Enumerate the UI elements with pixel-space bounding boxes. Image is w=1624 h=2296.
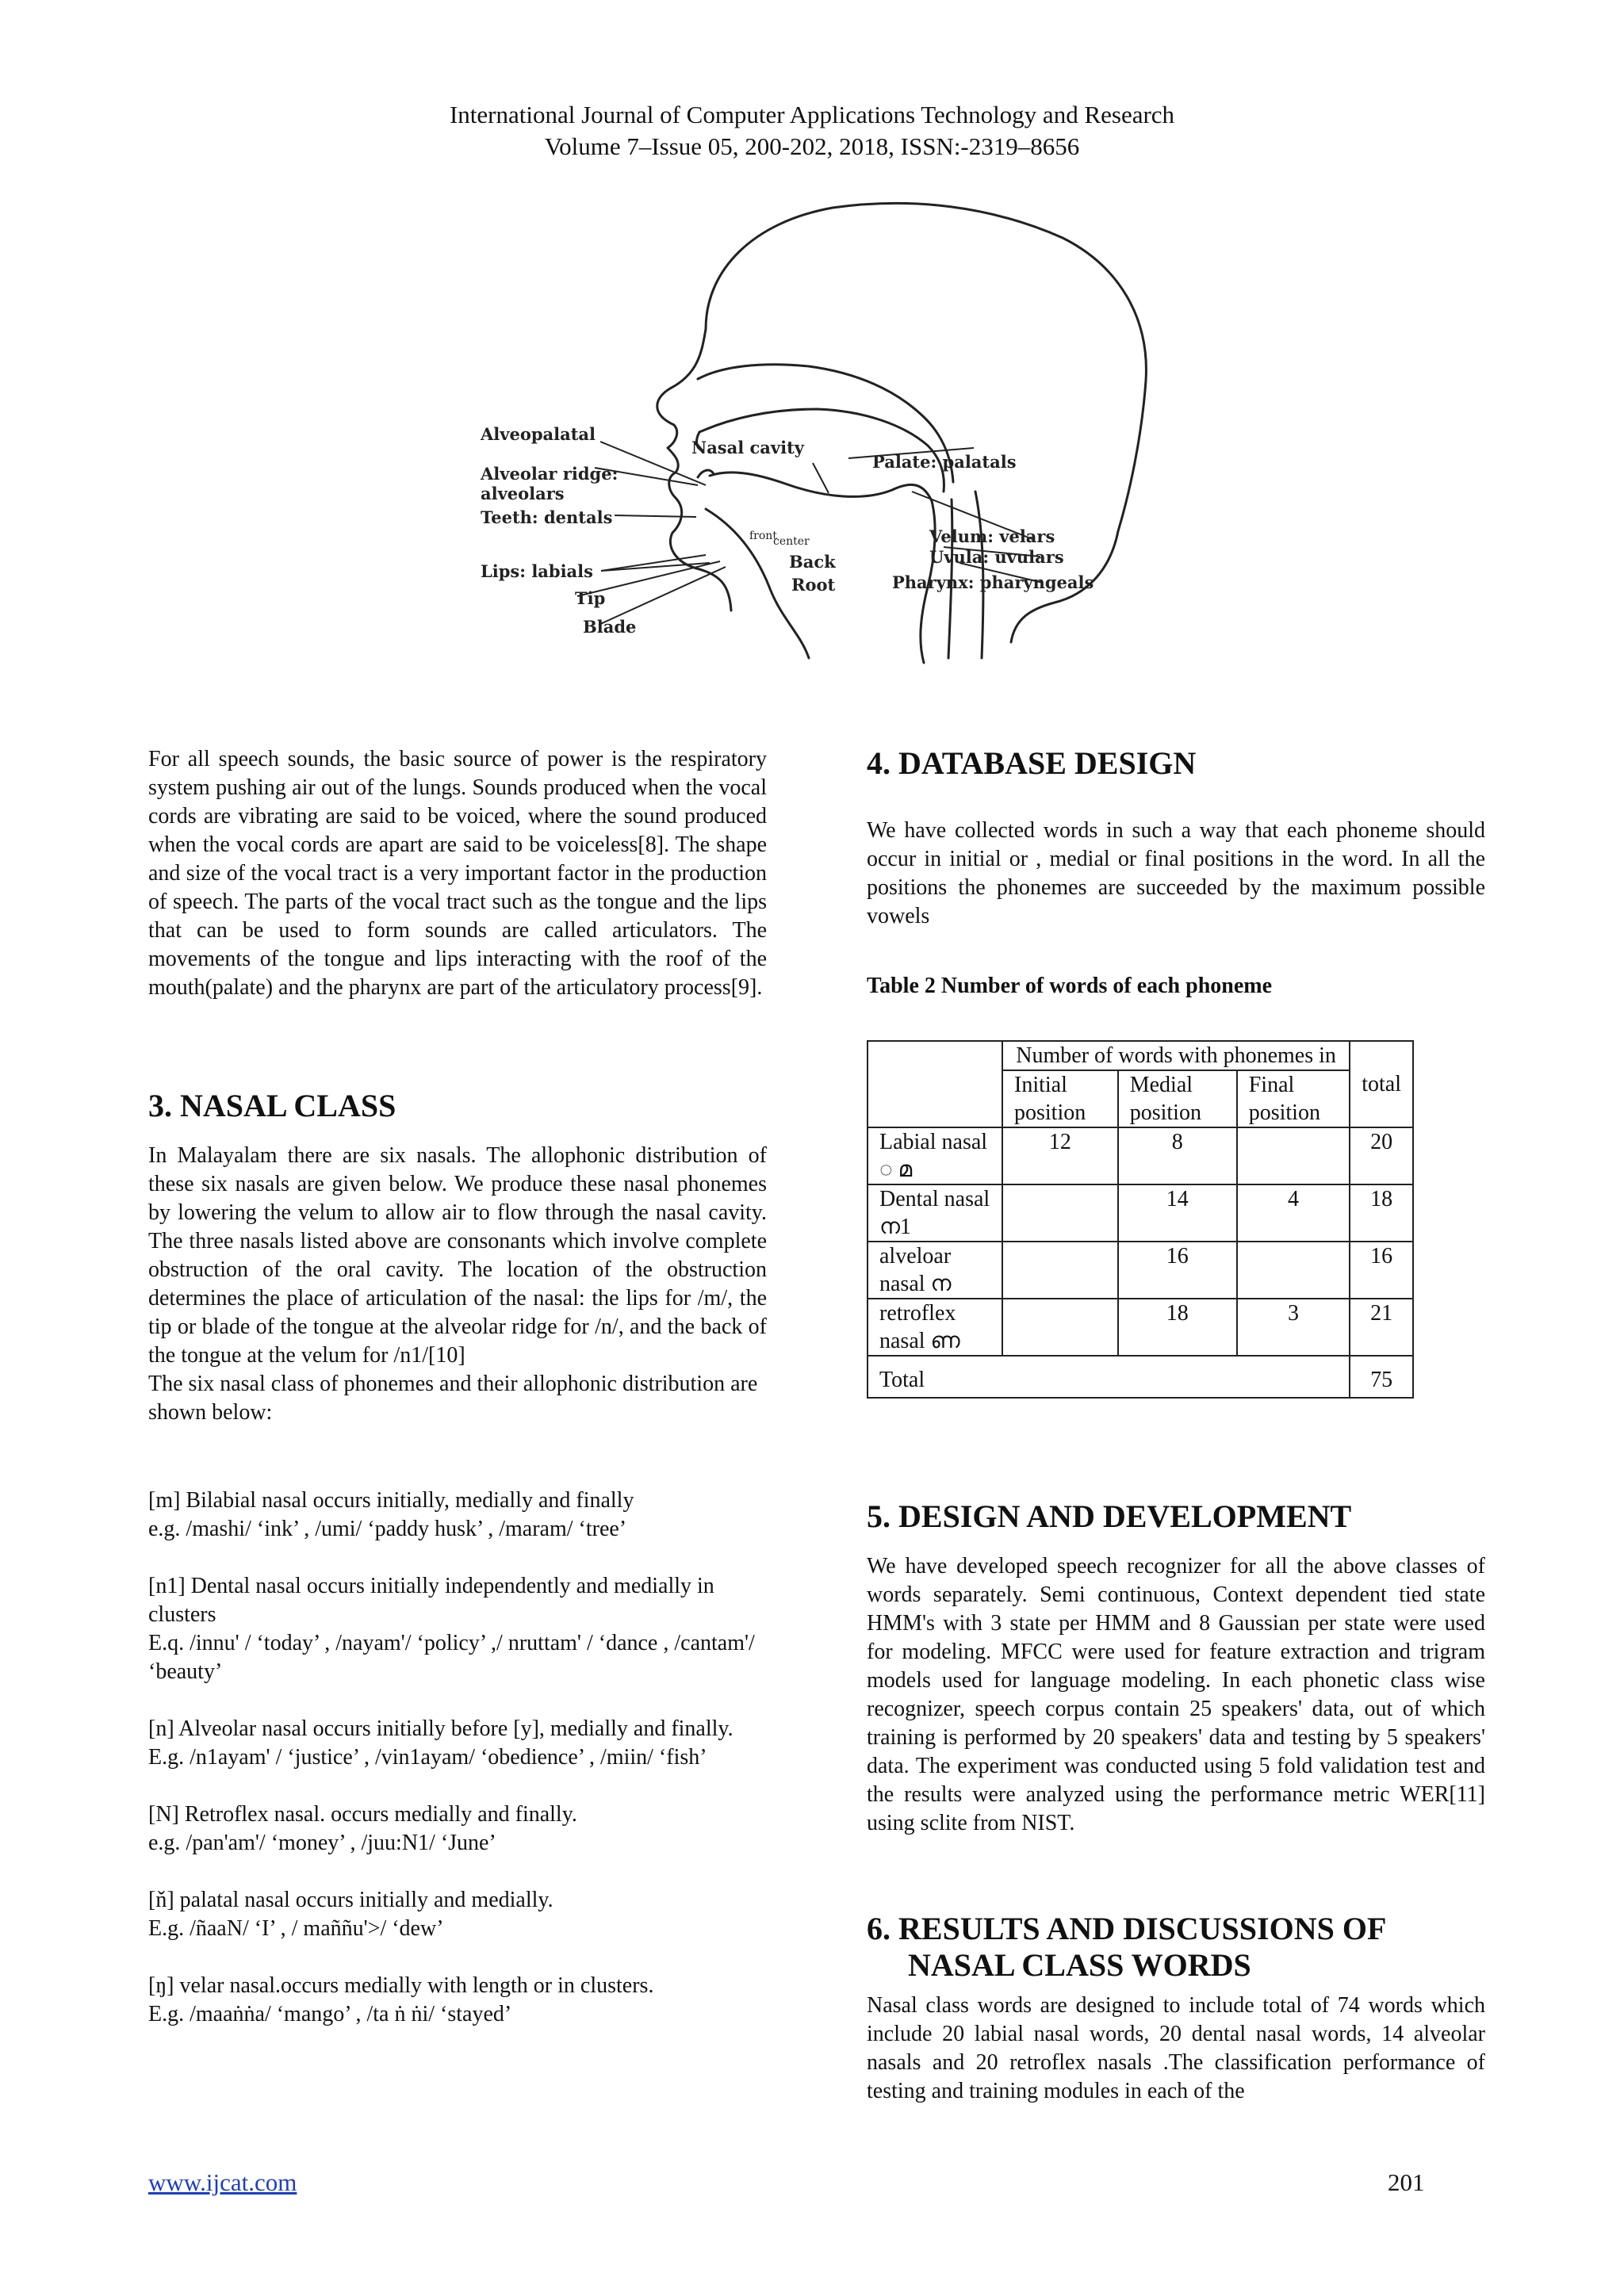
label-tip: Tip: [575, 588, 606, 608]
journal-volume: Volume 7–Issue 05, 200-202, 2018, ISSN:-2319–8656: [544, 132, 1080, 160]
table-subheader: Medial position: [1118, 1070, 1237, 1127]
label-back: Back: [789, 552, 836, 572]
website-link[interactable]: www.ijcat.com: [148, 2168, 297, 2196]
label-front: front: [749, 530, 777, 542]
list-item: [n] Alveolar nasal occurs initially before [y], medially and finally. E.g. /n1ayam' / ‘justice’ , /vin1ayam/ ‘obedience’ , /miin/ ‘fish’: [148, 1716, 733, 1770]
section-5-paragraph: We have developed speech recognizer for all the above classes of words separately. Semi continuous, Context dependent tied state HMM's with 3 state per HMM and 8 Gaussian per state were used for modeling. MFCC were used for feature extraction and trigram models used for language modeling. In each phonetic class wise recognizer, speech corpus contain 25 speakers' data, out of which training is performed by 20 speakers' data and testing by 5 speakers' data. The experiment was conducted using 5 fold validation test and the results were analyzed using the performance metric WER[11] using sclite from NIST.: [867, 1554, 1485, 1835]
section-5-heading: 5. DESIGN AND DEVELOPMENT: [867, 1498, 1352, 1534]
section-3-paragraph-2: The six nasal class of phonemes and their allophonic distribution are shown below:: [148, 1372, 758, 1425]
list-item: [N] Retroflex nasal. occurs medially and finally. e.g. /pan'am'/ ‘money’ , /juu:N1/ ‘June’: [148, 1802, 577, 1855]
table-corner: [868, 1041, 1002, 1127]
list-item: [n1] Dental nasal occurs initially independently and medially in clusters E.q. /innu' / ‘today’ , /nayam'/ ‘policy’ ,/ nruttam' / ‘dance , /cantam'/ ‘beauty’: [148, 1574, 755, 1684]
table-row: Labial nasal ◌ മ 12 8 20: [868, 1127, 1413, 1184]
table-subheader: Final position: [1237, 1070, 1350, 1127]
label-alveolar-ridge: Alveolar ridge:: [481, 464, 619, 484]
phoneme-table: [867, 1040, 1414, 1399]
section-4-paragraph: We have collected words in such a way that each phoneme should occur in initial or , medial or final positions in the word. In all the positions the phonemes are succeeded by the maximum possible vowels: [867, 818, 1485, 928]
nasal-list: [148, 1487, 767, 2029]
label-root: Root: [791, 575, 836, 595]
table-total-header: total: [1350, 1041, 1413, 1127]
label-uvula: Uvula: uvulars: [929, 547, 1064, 567]
section-4-heading: 4. DATABASE DESIGN: [867, 745, 1197, 781]
label-teeth: Teeth: dentals: [481, 507, 613, 527]
label-alveolars: alveolars: [481, 484, 565, 503]
label-blade: Blade: [583, 617, 637, 637]
table-row: alveloar nasal ന 16 16: [868, 1242, 1413, 1299]
table-total-row: [868, 1356, 1413, 1398]
table-total-label: Total: [868, 1356, 1350, 1398]
table-caption: Table 2 Number of words of each phoneme: [867, 974, 1273, 998]
intro-paragraph: For all speech sounds, the basic source of power is the respiratory system pushing air out of the lungs. Sounds produced when the vocal cords are vibrating are said to be voiced, where the sound produced when the vocal cords are apart are said to be voiceless[8]. The shape and size of the vocal tract is a very important factor in the production of speech. The parts of the vocal tract such as the tongue and the lips that can be used to form sounds are called articulators. The movements of the tongue and lips interacting with the roof of the mouth(palate) and the pharynx are part of the articulatory process[9].: [148, 747, 767, 1000]
table-row: retroflex nasal ണ 18 3 21: [868, 1299, 1413, 1356]
label-nasal-cavity: Nasal cavity: [691, 438, 804, 457]
label-alveopalatal: Alveopalatal: [481, 424, 596, 444]
label-pharynx: Pharynx: pharyngeals: [892, 572, 1094, 592]
list-item: [ň] palatal nasal occurs initially and medially. E.g. /ñaaN/ ‘I’ , / maññu'>/ ‘dew’: [148, 1888, 553, 1941]
table-group-header: Number of words with phonemes in: [1002, 1041, 1350, 1070]
section-3-heading: 3. NASAL CLASS: [148, 1088, 396, 1123]
journal-title: International Journal of Computer Applications Technology and Research: [449, 101, 1175, 128]
table-row: Dental nasal ന1 14 4 18: [868, 1184, 1413, 1242]
table-grand-total: 75: [1350, 1356, 1413, 1398]
section-3-paragraph: In Malayalam there are six nasals. The allophonic distribution of these six nasals are given below. We produce these nasal phonemes by lowering the velum to allow air to flow through the nasal cavity. The three nasals listed above are consonants which involve complete obstruction of the oral cavity. The location of the obstruction determines the place of articulation of the nasal: the lips for /m/, the tip or blade of the tongue at the alveolar ridge for /n/, and the back of the tongue at the velum for /n1/[10]: [148, 1143, 767, 1368]
section-3-body: [148, 1142, 767, 1427]
label-center: center: [773, 535, 810, 548]
section-6-heading: 6. RESULTS AND DISCUSSIONS OF: [867, 1911, 1387, 1946]
list-item: [ŋ] velar nasal.occurs medially with length or in clusters. E.g. /maaṅṅa/ ‘mango’ , /ta ṅ ṅi/ ‘stayed’: [148, 1973, 654, 2026]
label-lips: Lips: labials: [481, 561, 593, 581]
section-6-heading-line-2: NASAL CLASS WORDS: [908, 1947, 1251, 1983]
label-palate: Palate: palatals: [872, 452, 1017, 472]
label-velum: Velum: velars: [929, 526, 1055, 546]
vocal-tract-figure: [468, 190, 1166, 666]
page-number: 201: [1388, 2168, 1425, 2196]
list-item: [m] Bilabial nasal occurs initially, medially and finally e.g. /mashi/ ‘ink’ , /umi/ ‘paddy husk’ , /maram/ ‘tree’: [148, 1488, 634, 1541]
table-subheader: Initial position: [1002, 1070, 1118, 1127]
section-6-paragraph: Nasal class words are designed to include total of 74 words which include 20 labial nasal words, 20 dental nasal words, 14 alveolar nasals and 20 retroflex nasals .The classification performance of testing and training modules in each of the: [867, 1993, 1485, 2103]
